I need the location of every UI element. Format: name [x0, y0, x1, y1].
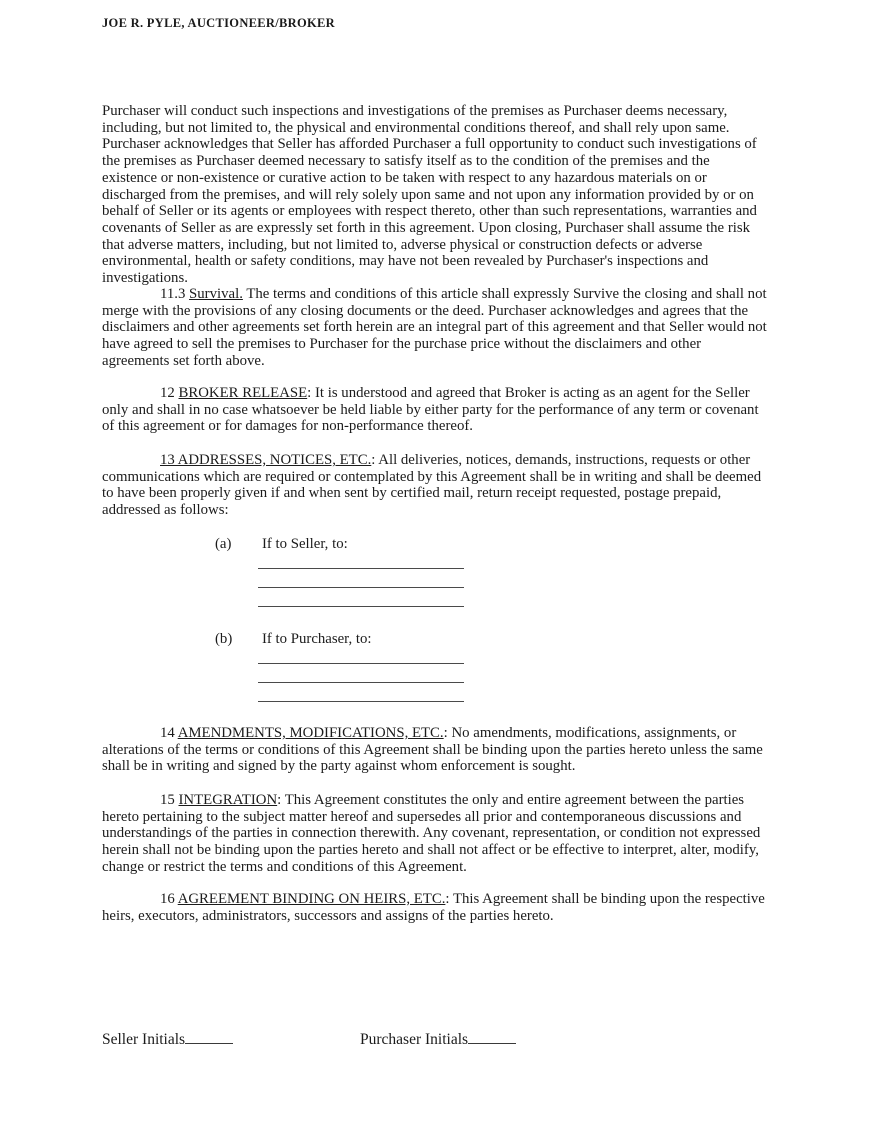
seller-address-blank-line	[258, 588, 464, 607]
section-separator: :	[307, 385, 312, 401]
address-item-text: If to Purchaser, to:	[262, 631, 372, 647]
section-14-amendments	[102, 725, 768, 775]
section-number: 14	[160, 725, 178, 741]
seller-address-blank-line	[258, 569, 464, 588]
address-block-seller	[102, 536, 768, 607]
section-11-3-survival	[102, 286, 768, 370]
section-separator: :	[371, 452, 376, 468]
section-body: No amendments, modifications, assignments, or alterations of the terms or conditions of this Agreement shall be binding upon the parties hereto unless the same shall be in writing and signed by the party against whom enforcement is sought.	[102, 725, 763, 775]
purchaser-address-blank-line	[258, 683, 464, 702]
initials-footer	[102, 1029, 768, 1053]
section-number: 12	[160, 385, 179, 401]
section-number: 16	[160, 891, 178, 907]
section-heading: Survival.	[189, 286, 243, 302]
section-heading: BROKER RELEASE	[178, 385, 308, 401]
address-block-purchaser	[102, 631, 768, 702]
seller-initials-label: Seller Initials	[102, 1031, 186, 1048]
section-heading: 13 ADDRESSES, NOTICES, ETC.	[160, 452, 372, 468]
address-item-text: If to Seller, to:	[262, 536, 348, 552]
section-15-integration	[102, 792, 768, 876]
section-heading: AMENDMENTS, MODIFICATIONS, ETC.	[177, 725, 444, 741]
purchaser-address-blank-line	[258, 664, 464, 683]
address-row	[102, 536, 768, 553]
document-header-title: JOE R. PYLE, AUCTIONEER/BROKER	[102, 16, 335, 30]
section-heading: INTEGRATION	[178, 792, 278, 808]
purchaser-initials-field	[360, 1029, 516, 1049]
seller-address-blank-line	[258, 553, 464, 569]
section-separator: :	[277, 792, 282, 808]
section-separator: :	[443, 725, 448, 741]
section-heading: AGREEMENT BINDING ON HEIRS, ETC.	[177, 891, 446, 907]
section-number: 11.3	[160, 286, 190, 302]
section-separator: :	[445, 891, 450, 907]
purchaser-initials-label: Purchaser Initials	[360, 1031, 469, 1048]
address-item-label: (b)	[215, 631, 233, 647]
section-body: It is understood and agreed that Broker is acting as an agent for the Seller only and shall in no case whatsoever be held liable by either party for the performance of any term or covenant of this agreement or for damages for non-performance thereof.	[102, 385, 759, 435]
section-body: All deliveries, notices, demands, instructions, requests or other communications which are required or contemplated by this Agreement shall be in writing and shall be deemed to have been properly given if and when sent by certified mail, return receipt requested, postage prepaid, addressed as follows:	[102, 452, 762, 519]
section-body: This Agreement constitutes the only and entire agreement between the parties hereto pertaining to the subject matter hereof and supersedes all prior and contemporaneous discussions and understandings of the parties in connection therewith. Any covenant, representation, or condition not expressed herein shall not be binding upon the parties hereto and shall not affect or be effective to interpret, alter, modify, change or restrict the terms and conditions of this Agreement.	[102, 792, 761, 875]
purchaser-initials-blank-line	[468, 1029, 516, 1044]
section-13-addresses-notices	[102, 452, 768, 519]
section-number: 15	[160, 792, 179, 808]
address-row	[102, 631, 768, 648]
section-16-binding-on-heirs	[102, 891, 768, 924]
section-12-broker-release	[102, 385, 768, 435]
section-body: This Agreement shall be binding upon the respective heirs, executors, administrators, successors and assigns of the parties hereto.	[102, 891, 765, 924]
address-item-label: (a)	[215, 536, 232, 552]
purchaser-address-blank-line	[258, 648, 464, 664]
seller-initials-field	[102, 1029, 233, 1049]
section-body: The terms and conditions of this article shall expressly Survive the closing and shall not merge with the provisions of any closing documents or the deed. Purchaser acknowledges and agrees that the disclaimers and other agreements set forth herein are an integral part of this agreement and that Seller would not have agreed to sell the premises to Purchaser for the purchase price without the disclaimers and other agreements set forth above.	[102, 286, 767, 369]
intro-paragraph: Purchaser will conduct such inspections and investigations of the premises as Purchaser deems necessary, including, but not limited to, the physical and environmental conditions thereof, and shall rely upon same. Purchaser acknowledges that Seller has afforded Purchaser a full opportunity to conduct such investigations of the premises as Purchaser deemed necessary to satisfy itself as to the condition of the premises and the existence or non-existence or curative action to be taken with respect to any hazardous materials on or discharged from the premises, and will rely solely upon same and not upon any information provided by or on behalf of Seller or its agents or employees with respect thereto, other than such representations, warranties and covenants of Seller as are expressly set forth in this agreement. Upon closing, Purchaser shall assume the risk that adverse matters, including, but not limited to, adverse physical or construction defects or adverse environmental, health or safety conditions, may have not been revealed by Purchaser's inspections and investigations.	[102, 103, 757, 287]
seller-initials-blank-line	[185, 1029, 233, 1044]
